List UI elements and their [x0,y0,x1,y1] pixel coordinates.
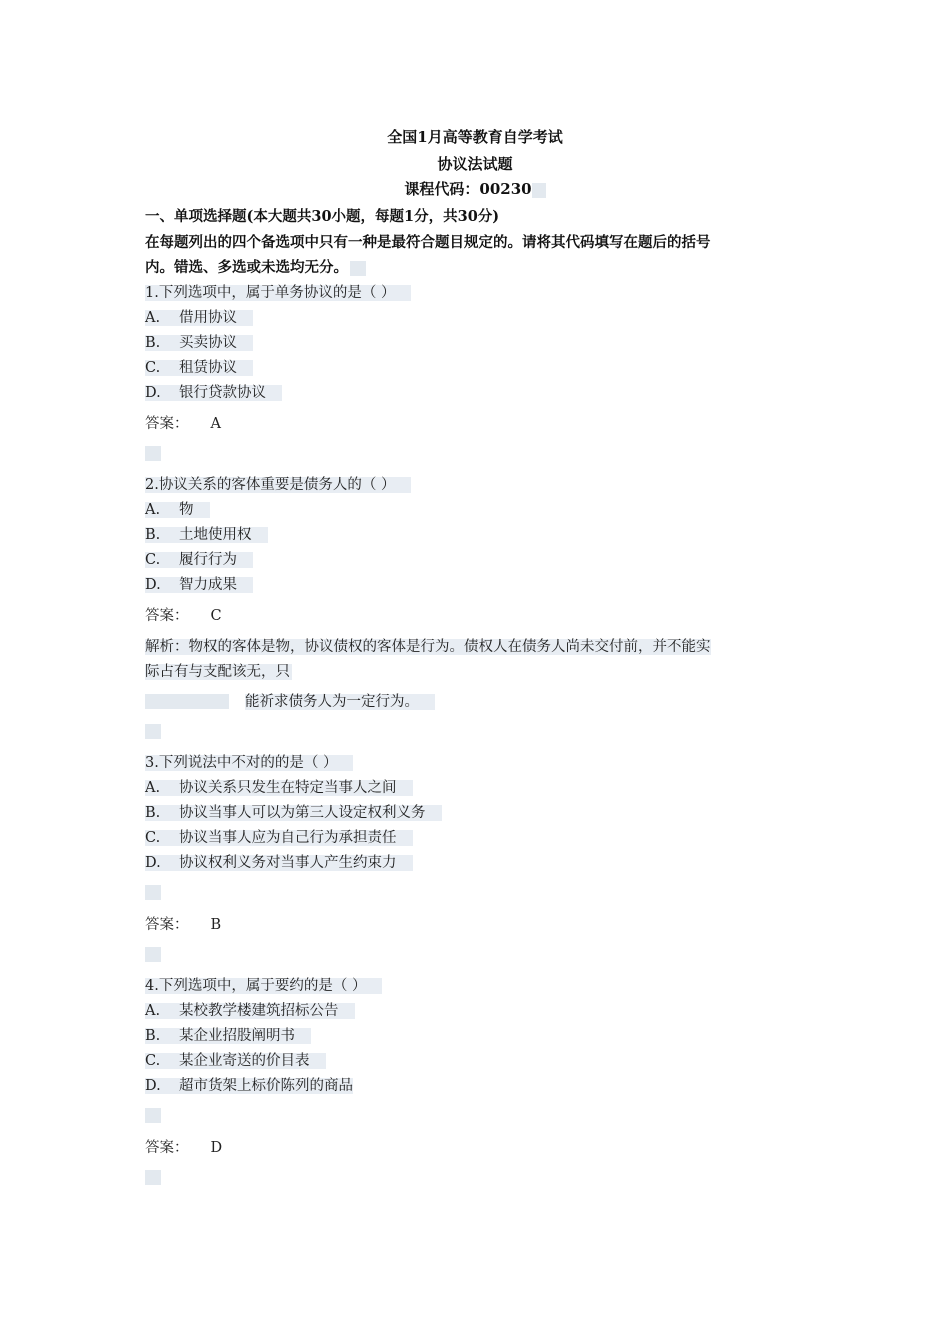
question-2-option-d: D. 智力成果 [145,575,253,595]
question-1-option-b: B. 买卖协议 [145,333,253,353]
blank-marker [145,1108,161,1123]
question-2-answer: 答案： C [145,608,222,624]
question-3-option-b: B. 协议当事人可以为第三人设定权利义务 [145,803,442,823]
section-instruction-1: 在每题列出的四个备选项中只有一种是最符合题目规定的。请将其代码填写在题后的括号 [145,234,711,251]
blank-marker [145,947,161,962]
section-heading: 一、单项选择题(本大题共30小题，每题1分，共30分) [145,208,500,225]
question-2-analysis-2: 际占有与支配该无，只 [145,664,290,680]
question-3-option-c: C. 协议当事人应为自己行为承担责任 [145,828,413,848]
question-1-stem: 1.下列选项中，属于单务协议的是（ ） [145,283,411,303]
blank-marker [145,885,161,900]
question-1-answer: 答案： A [145,416,221,432]
exam-subtitle: 协议法试题 [437,155,513,173]
blank-marker [145,724,161,739]
question-2-option-b: B. 土地使用权 [145,525,268,545]
blank-marker [145,694,229,709]
question-4-stem: 4.下列选项中，属于要约的是（ ） [145,976,382,996]
question-4-answer: 答案： D [145,1140,223,1156]
blank-marker [145,446,161,461]
question-3-stem: 3.下列说法中不对的的是（ ） [145,753,353,773]
question-2-analysis-3: 能祈求债务人为一定行为。 [245,692,435,712]
question-2-option-a: A. 物 [145,500,210,520]
question-2-option-c: C. 履行行为 [145,550,253,570]
question-2-stem: 2.协议关系的客体重要是债务人的（ ） [145,475,411,495]
exam-title: 全国1月高等教育自学考试 [387,128,563,146]
question-1-option-c: C. 租赁协议 [145,358,253,378]
question-4-option-b: B. 某企业招股阐明书 [145,1026,311,1046]
question-2-analysis-1: 解析：物权的客体是物，协议债权的客体是行为。债权人在债务人尚未交付前，并不能实 [145,639,711,655]
question-4-option-c: C. 某企业寄送的价目表 [145,1051,326,1071]
question-3-option-d: D. 协议权利义务对当事人产生约束力 [145,853,413,873]
question-1-option-d: D. 银行贷款协议 [145,383,282,403]
blank-marker [145,1170,161,1185]
question-3-answer: 答案： B [145,917,222,933]
section-instruction-2: 内。错选、多选或未选均无分。 [145,258,366,278]
course-code: 课程代码：00230 [0,178,950,199]
question-1-option-a: A. 借用协议 [145,308,253,328]
question-4-option-a: A. 某校教学楼建筑招标公告 [145,1001,355,1021]
question-3-option-a: A. 协议关系只发生在特定当事人之间 [145,778,413,798]
question-4-option-d: D. 超市货架上标价陈列的商品 [145,1078,353,1094]
